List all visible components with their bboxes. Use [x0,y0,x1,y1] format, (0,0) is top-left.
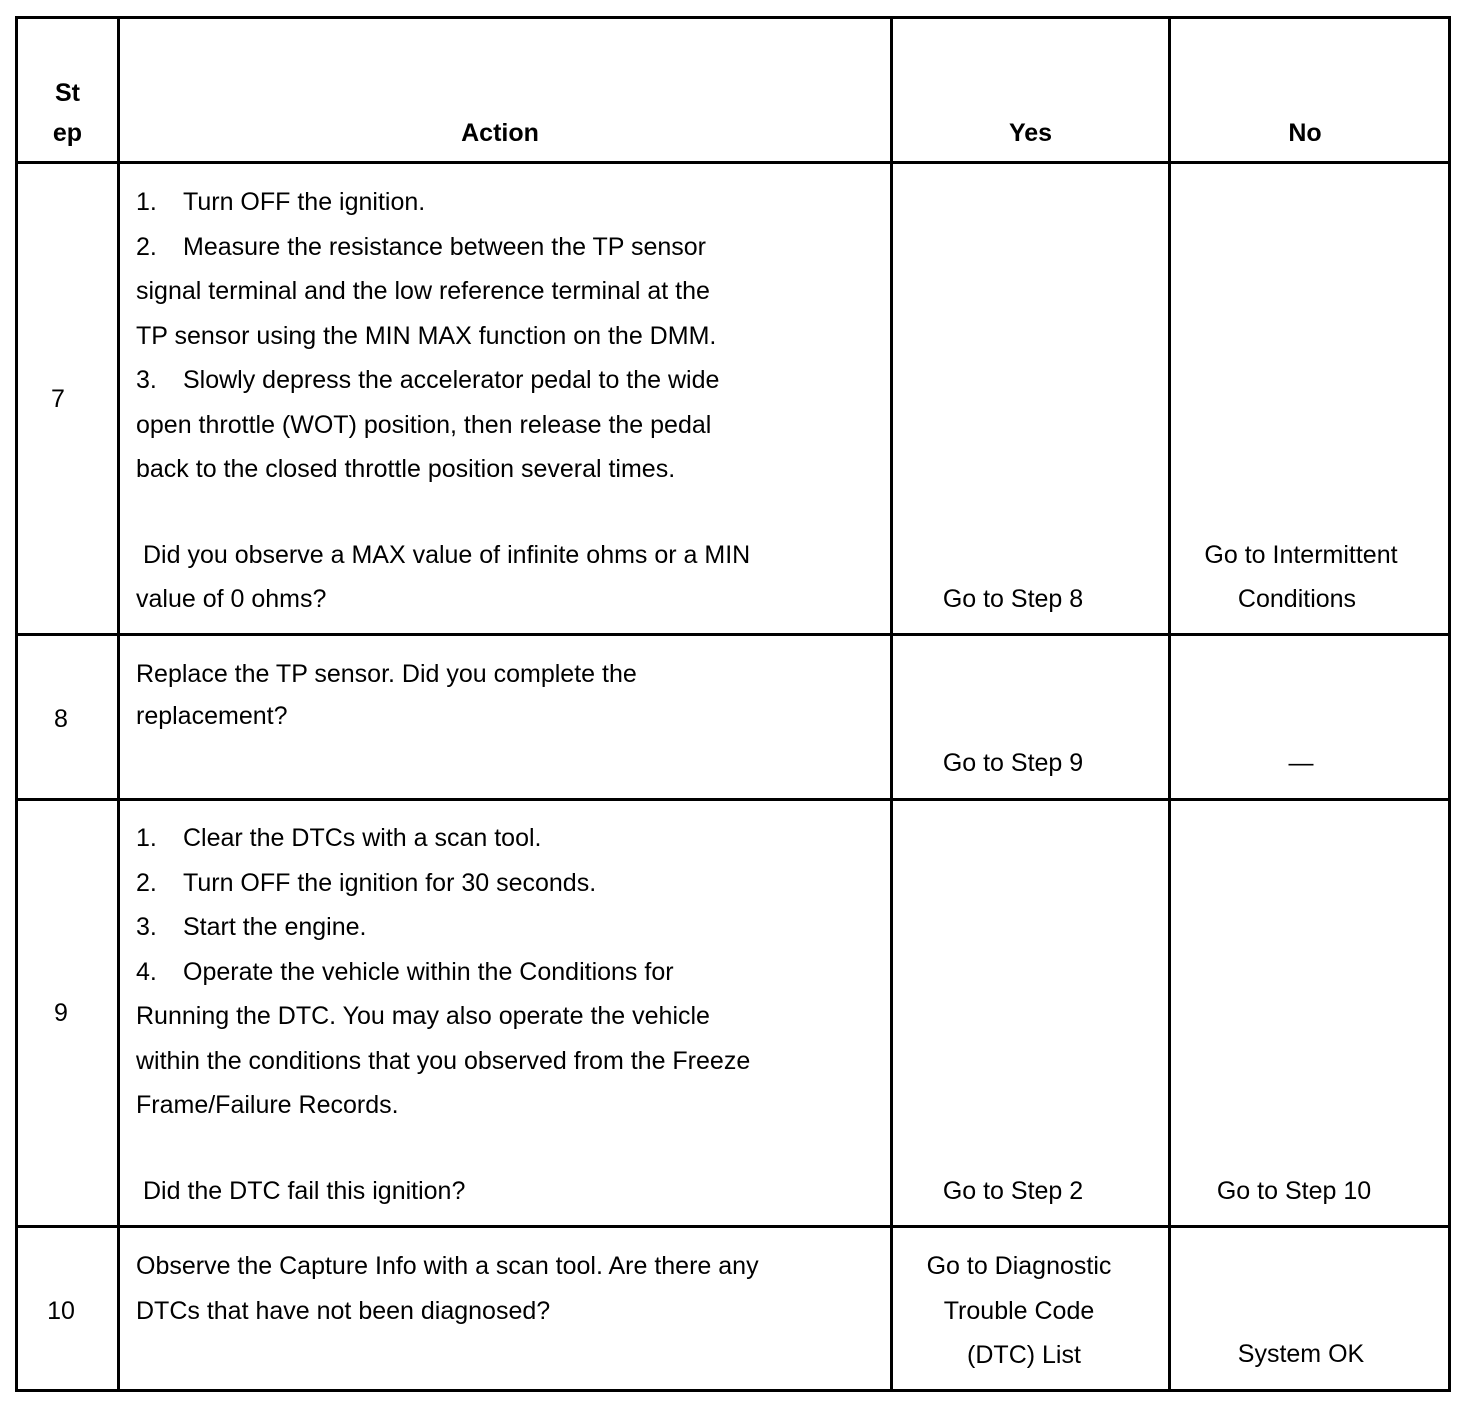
item-number: 1. [136,824,157,852]
no-step-7-line2: Conditions [1237,585,1357,613]
diagnostic-table [15,16,1451,1392]
yes-step-9: Go to Step 2 [942,1177,1084,1205]
question-step-7-line1: Did you observe a MAX value of infinite ohms or a MIN [143,541,751,569]
action-line [136,905,750,950]
action-line: back to the closed throttle position several times. [136,455,676,483]
no-step-8: — [1288,749,1314,777]
yes-line: (DTC) List [967,1341,1081,1369]
item-number: 2. [136,232,157,261]
header-step-line1: St [55,79,80,107]
question-step-7-line2: value of 0 ohms? [136,585,327,613]
item-number: 3. [136,366,157,394]
action-line [136,861,750,906]
item-number: 1. [136,188,157,216]
row-divider-8-9 [18,798,1448,801]
header-divider [18,161,1448,164]
no-step-9: Go to Step 10 [1216,1177,1372,1205]
step-number-8: 8 [54,705,68,733]
header-step-line2: ep [52,119,83,147]
step-number-10: 10 [47,1297,75,1325]
no-step-10: System OK [1237,1340,1365,1368]
item-text: Turn OFF the ignition. [183,188,426,216]
header-step [18,73,117,153]
yes-step-8: Go to Step 9 [942,749,1084,777]
action-line: Frame/Failure Records. [136,1091,399,1119]
action-step-8 [136,653,637,737]
no-step-7-line1: Go to Intermittent [1204,541,1398,569]
item-text: Operate the vehicle within the Conditions for [183,957,674,986]
action-line: Replace the TP sensor. Did you complete the [136,660,637,688]
row-divider-9-10 [18,1225,1448,1228]
action-step-10 [136,1244,759,1333]
action-step-9 [136,816,750,1128]
step-number-9: 9 [54,999,68,1027]
question-step-9: Did the DTC fail this ignition? [143,1177,466,1205]
yes-step-10 [893,1244,1145,1378]
action-line [136,180,719,225]
action-step-7 [136,180,719,492]
action-line [136,225,719,270]
action-line: Observe the Capture Info with a scan tool. Are there any [136,1252,759,1280]
action-line: within the conditions that you observed from the Freeze [136,1046,751,1075]
step-number-7: 7 [51,385,65,413]
yes-line: Go to Diagnostic [926,1252,1112,1280]
col-divider-step [117,19,120,1389]
action-line: DTCs that have not been diagnosed? [136,1296,551,1325]
item-number: 2. [136,868,157,897]
row-divider-7-8 [18,633,1448,636]
action-line: Running the DTC. You may also operate the vehicle [136,1002,710,1030]
action-line [136,950,750,995]
action-line: TP sensor using the MIN MAX function on the DMM. [136,321,717,350]
item-text: Turn OFF the ignition for 30 seconds. [183,868,597,897]
item-number: 3. [136,913,157,941]
item-text: Measure the resistance between the TP sensor [183,232,706,261]
item-text: Slowly depress the accelerator pedal to the wide [183,366,720,394]
action-line: signal terminal and the low reference terminal at the [136,277,710,305]
header-action: Action [461,119,539,147]
item-text: Start the engine. [183,913,367,941]
header-no: No [1288,119,1322,147]
item-number: 4. [136,957,157,986]
yes-line: Trouble Code [943,1296,1095,1325]
action-line: open throttle (WOT) position, then release the pedal [136,410,712,439]
action-line: replacement? [136,702,288,730]
item-text: Clear the DTCs with a scan tool. [183,824,542,852]
header-yes: Yes [1008,119,1053,147]
action-line [136,816,750,861]
yes-step-7: Go to Step 8 [942,585,1084,613]
action-line [136,358,719,403]
